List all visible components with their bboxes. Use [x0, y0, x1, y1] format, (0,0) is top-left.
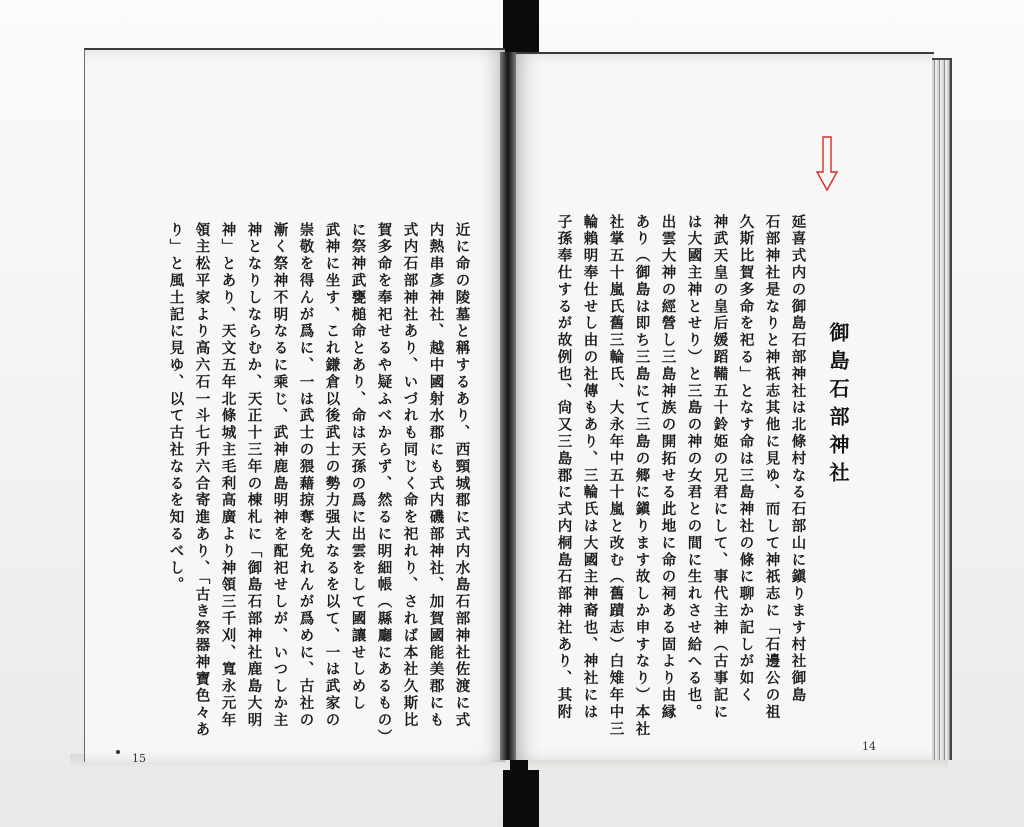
arrow-down-icon [816, 136, 838, 192]
right-page-number: 14 [862, 740, 876, 753]
text-column: 崇敬を得んが爲に、一は武士の猥藉掠奪を免れんが爲めに、古社の [297, 222, 315, 729]
text-column: は大國主神とせり）と三島の神の女君との間に生れさせ給へる也。 [685, 214, 703, 721]
text-column: 式内石部神社あり、いづれも同じく命を祀れり、されば本社久斯比 [401, 222, 419, 729]
text-column: 賀多命を奉祀せるや疑ふべからず、然るに明細帳（縣廳にあるもの） [375, 222, 393, 746]
text-column: 石部神社是なりと神祇志其他に見ゆ、而して神祇志に「石邊公の祖 [763, 214, 781, 721]
text-column: り」と風土記に見ゆ、以て古社なるを知るべし。 [167, 222, 185, 594]
text-column: 内熱串彥神社、越中國射水郡にも式内磯部神社、加賀國能美郡にも [427, 222, 445, 729]
text-column: 久斯比賀多命を祀る」となす命は三島神社の條に聊か記しが如く [737, 214, 755, 705]
text-column: 子孫奉仕するが故例也、尙又三島郡に式内桐島石部神社あり、其附 [555, 214, 573, 721]
book-gutter [500, 52, 516, 760]
text-column: あり（御島は即ち三島にて三島の郷に鎭ります故しか申すなり）本社 [633, 214, 651, 738]
text-column: 延喜式内の御島石部神社は北條村なる石部山に鎭ります村社御島 [789, 214, 807, 705]
page-mark [116, 750, 120, 754]
text-column: 神武天皇の皇后媛蹈鞴五十鈴姫の兄君にして、事代主神（古事記に [711, 214, 729, 721]
text-column: 神となりしならむか、天正十三年の棟札に「御島石部神社鹿島大明 [245, 222, 263, 729]
page-stack-edge [932, 58, 952, 760]
text-column: 武神に坐す、これ鎌倉以後武士の勢力强大なるを以て、一は武家の [323, 222, 341, 729]
binding-tape-top [503, 0, 539, 60]
text-column: 漸く祭神不明なるに乘じ、武神鹿島明神を配祀せしが、いつしか主 [271, 222, 289, 729]
left-page-number: 15 [132, 752, 146, 765]
text-column: 神」とあり、天文五年北條城主毛利高廣より神領三千刈、寬永元年 [219, 222, 237, 729]
text-column: 社掌五十嵐氏舊三輪氏、大永年中五十嵐と改む（舊蹟志）白雉年中三 [607, 214, 625, 738]
text-column: 輪賴明奉仕せし由の社傳もあり、三輪氏は大國主神裔也、神社には [581, 214, 599, 721]
text-column: 近に命の陵墓と稱するあり、西頸城郡に式内水島石部神社佐渡に式 [453, 222, 471, 729]
text-column: 領主松平家より高六石一斗七升六合寄進あり、「古き祭器神寶色々あ [193, 222, 211, 739]
article-title: 御島石部神社 [826, 322, 850, 490]
text-column: に祭神武甕槌命とあり、命は天孫の爲に出雲をして國讓せしめし [349, 222, 367, 713]
text-column: 出雲大神の經營し三島神族の開拓せる此地に命の祠ある固より由縁 [659, 214, 677, 721]
